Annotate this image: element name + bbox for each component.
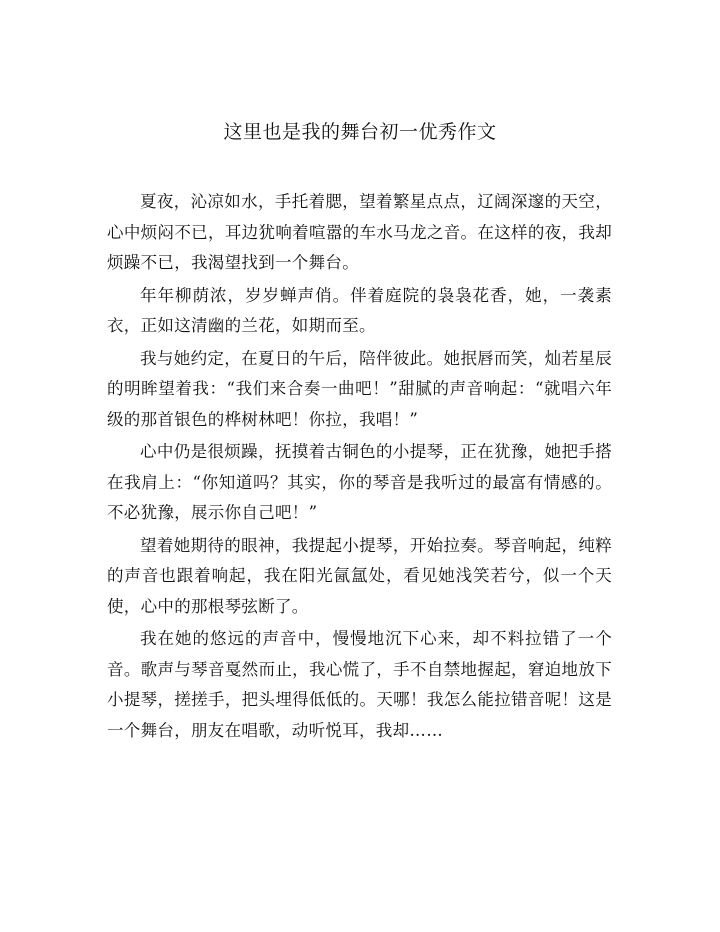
paragraph: 年年柳荫浓，岁岁蝉声俏。伴着庭院的袅袅花香，她，一袭素衣，正如这清幽的兰花，如期而至。 — [107, 285, 612, 335]
document-body — [107, 187, 612, 748]
paragraph: 夏夜，沁凉如水，手托着腮，望着繁星点点，辽阔深邃的天空，心中烦闷不已，耳边犹响着喧嚣的车水马龙之音。在这样的夜，我却烦躁不已，我渴望找到一个舞台。 — [107, 192, 612, 272]
paragraph: 我在她的悠远的声音中，慢慢地沉下心来，却不料拉错了一个音。歌声与琴音戛然而止，我心慌了，手不自禁地握起，窘迫地放下小提琴，搓搓手，把头埋得低低的。天哪！我怎么能拉错音呢！这是一个舞台，朋友在唱歌，动听悦耳，我却…… — [107, 629, 612, 740]
paragraph: 我与她约定，在夏日的午后，陪伴彼此。她抿唇而笑，灿若星辰的明眸望着我：“我们来合奏一曲吧！”甜腻的声音响起：“就唱六年级的那首银色的桦树林吧！你拉，我唱！” — [107, 348, 612, 429]
paragraph: 望着她期待的眼神，我提起小提琴，开始拉奏。琴音响起，纯粹的声音也跟着响起，我在阳光氤氲处，看见她浅笑若兮，似一个天使，心中的那根琴弦断了。 — [107, 535, 612, 616]
document-title: 这里也是我的舞台初一优秀作文 — [223, 121, 497, 143]
paragraph: 心中仍是很烦躁，抚摸着古铜色的小提琴，正在犹豫，她把手搭在我肩上：“你知道吗？其实，你的琴音是我听过的最富有情感的。不必犹豫，展示你自己吧！” — [107, 442, 612, 522]
